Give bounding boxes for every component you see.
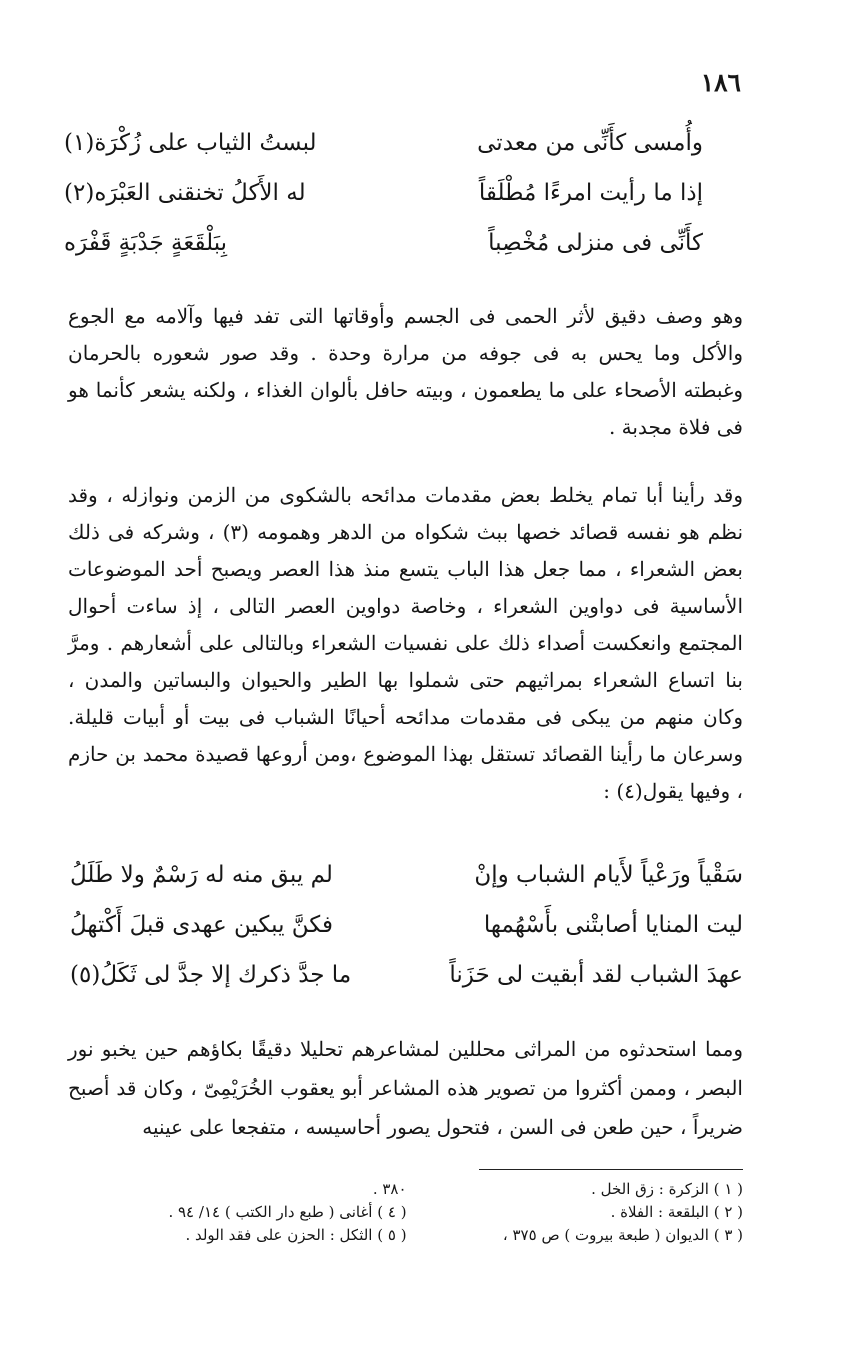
verse-line <box>64 230 703 280</box>
footnote: ( ٤ ) أغانى ( طبع دار الكتب ) ١٤/ ٩٤ . <box>168 1203 407 1221</box>
footnotes-column-right <box>432 1178 743 1247</box>
verse-hemistich-second: ما جدَّ ذكرك إلا جدَّ لى ثَكَلُ(٥) <box>70 962 352 988</box>
page-number: ١٨٦ <box>700 68 741 97</box>
body-paragraph: وقد رأينا أبا تمام يخلط بعض مقدمات مدائحه بالشكوى من الزمن ونوازله ، وقد نظم هو نفسه قصائد خصها ببث شكواه من الدهر وهمومه (٣) ، وشركه فى ذلك بعض الشعراء ، مما جعل هذا الباب يتسع منذ هذا العصر ويصبح أحد الموضوعات الأساسية فى دواوين الشعراء ، وخاصة دواوين العصر التالى ، إذ ساءت أحوال المجتمع وانعكست أصداء ذلك على نفسيات الشعراء وبالتالى على أشعارهم . ومرَّ بنا اتساع الشعراء بمراثيهم حتى شملوا بها الطير والحيوان والبساتين والمدن ، وكان منهم من يبكى فى مقدمات مدائحه أحيانًا الشباب فى بيت أو أبيات قليلة. وسرعان ما رأينا القصائد تستقل بهذا الموضوع ،ومن أروعها قصيدة محمد بن حازم ، وفيها يقول(٤) : <box>68 483 744 803</box>
verse-hemistich-second: فكنَّ يبكين عهدى قبلَ أَكْتهلُ <box>70 912 333 938</box>
footnotes <box>96 1178 743 1247</box>
footnote: ( ٢ ) البلقعة : الفلاة . <box>610 1203 743 1221</box>
verse-line <box>64 130 703 180</box>
footnotes-column-left <box>96 1178 407 1247</box>
verse-hemistich-second: لبستُ الثياب على زُكْرَة(١) <box>64 130 317 156</box>
verse-line <box>70 962 743 1012</box>
verse-line <box>70 862 743 912</box>
footnote: ٣٨٠ . <box>372 1180 407 1198</box>
footnote: ( ٣ ) الديوان ( طبعة بيروت ) ص ٣٧٥ ، <box>502 1226 743 1244</box>
poem-verses-middle <box>70 862 743 1012</box>
verse-hemistich-first: ليت المنايا أصابتْنى بأَسْهُمها <box>483 912 743 938</box>
verse-hemistich-first: عهدَ الشباب لقد أبقيت لى حَزَناً <box>449 962 743 988</box>
verse-hemistich-second: لم يبق منه له رَسْمٌ ولا طَلَلُ <box>70 862 333 888</box>
verse-line <box>64 180 703 230</box>
verse-line <box>70 912 743 962</box>
verse-hemistich-second: له الأَكلُ تخنقنى العَبْرَه(٢) <box>64 180 306 206</box>
verse-hemistich-first: كأَنِّى فى منزلى مُخْصِباً <box>488 230 703 256</box>
footnote: ( ٥ ) الثكل : الحزن على فقد الولد . <box>185 1226 407 1244</box>
verse-hemistich-first: سَقْياً ورَعْياً لأَيام الشباب وإنْ <box>474 862 743 888</box>
verse-hemistich-first: وأُمسى كأَنِّى من معدتى <box>477 130 703 156</box>
body-paragraph: وهو وصف دقيق لأثر الحمى فى الجسم وأوقاتها التى تفد فيها وآلامه مع الجوع والأكل وما يحس به فى جوفه من مرارة وحدة . وقد صور شعوره بالحرمان وغبطته الأصحاء على ما يطعمون ، وبيته حافل بألوان الغذاء ، ولكنه يشعر كأنما هو فى فلاة مجدبة . <box>68 304 743 439</box>
verse-hemistich-second: بِبَلْقَعَةٍ جَدْبَةٍ قَفْرَه <box>64 230 228 256</box>
poem-verses-top <box>64 130 703 280</box>
footnote: ( ١ ) الزكرة : زق الخل . <box>591 1180 743 1198</box>
body-paragraph: ومما استحدثوه من المراثى محللين لمشاعرهم تحليلا دقيقًا بكاؤهم حين يخبو نور البصر ، وممن أكثروا من تصوير هذه المشاعر أبو يعقوب الخُرَيْمِىّ ، وكان قد أصبح ضريراً ، حين طعن فى السن ، فتحول يصور أحاسيسه ، متفجعا على عينيه <box>68 1037 743 1139</box>
verse-hemistich-first: إذا ما رأيت امرءًا مُطْلَقاً <box>478 180 703 206</box>
footnote-divider <box>479 1169 743 1170</box>
